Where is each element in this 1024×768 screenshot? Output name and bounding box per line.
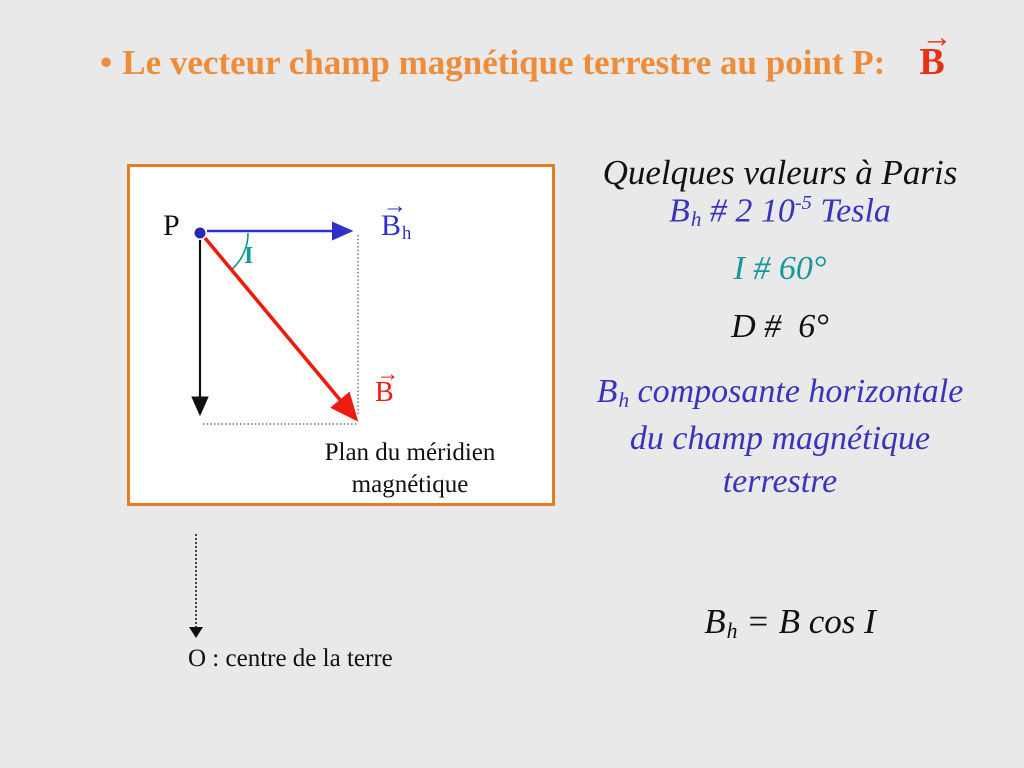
caption-line1: Plan du méridien xyxy=(324,439,496,466)
bh-description-line1 xyxy=(555,370,1005,417)
bh-value-mid: # 2 10 xyxy=(701,192,795,230)
title-b-vector xyxy=(919,18,953,84)
bh-value-unit: Tesla xyxy=(811,192,891,230)
inclination-value: I # 60° xyxy=(733,250,827,287)
formula-rest: = B cos I xyxy=(737,602,876,641)
caption-line2: magnétique xyxy=(351,471,469,498)
vector-arrow-icon: → xyxy=(376,360,400,386)
formula-letter: B xyxy=(704,602,726,641)
down-arrowhead-icon xyxy=(189,627,203,638)
vector-arrow-icon: → xyxy=(382,191,408,219)
earth-axis-dotted-line xyxy=(195,534,197,628)
bh-label-letter: B xyxy=(381,209,402,242)
title-text: Le vecteur champ magnétique terrestre au point P: xyxy=(122,43,886,82)
angle-i-label: I xyxy=(244,243,254,269)
b-label-letter: B xyxy=(375,377,394,408)
meridian-plane-box xyxy=(127,164,555,506)
bh-value-sub: h xyxy=(690,206,702,231)
bh-value-exponent: -5 xyxy=(794,192,812,214)
b-vector-label xyxy=(375,360,400,409)
formula xyxy=(615,602,965,642)
earth-center-label: O : centre de la terre xyxy=(188,645,393,672)
point-p-label: P xyxy=(163,209,180,242)
vector-arrow-icon: → xyxy=(921,18,953,54)
bh-description-line1-rest: composante horizontale xyxy=(629,373,964,410)
bh-description xyxy=(555,370,1005,503)
title-bullet: • xyxy=(100,43,113,82)
b-arrow xyxy=(205,238,356,419)
bh-label-sub: h xyxy=(402,223,412,245)
bh-value-line xyxy=(555,192,1005,230)
title-b-letter: B xyxy=(919,41,945,83)
slide-title xyxy=(100,18,980,84)
bh-description-line3: terrestre xyxy=(722,463,838,500)
bh-description-line2: du champ magnétique xyxy=(629,420,931,457)
bh-vector-label xyxy=(381,191,412,245)
bh-value-letter: B xyxy=(669,192,690,230)
formula-sub: h xyxy=(726,618,738,643)
meridian-caption xyxy=(270,437,550,501)
bh-description-sub: h xyxy=(618,387,629,412)
point-p-dot xyxy=(195,228,206,239)
bh-description-letter: B xyxy=(596,373,618,410)
declination-value: D # 6° xyxy=(731,308,829,345)
values-heading: Quelques valeurs à Paris xyxy=(602,153,958,192)
